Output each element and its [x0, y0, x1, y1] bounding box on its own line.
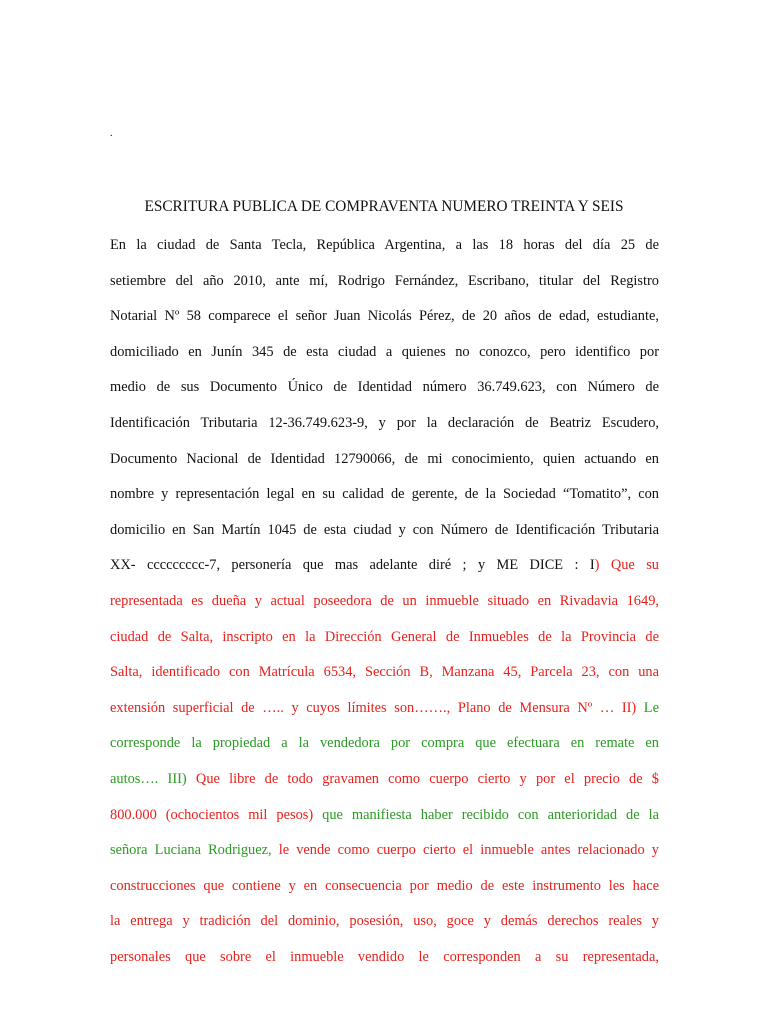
body-line — [110, 264, 659, 300]
body-text: setiembre del año 2010, ante mí, Rodrigo Fernández, Escribano, titular del Registro — [110, 272, 659, 289]
body-text: domiciliado en Junín 345 de esta ciudad a quienes no conozco, pero identifico por — [110, 343, 659, 360]
body-line — [110, 513, 659, 549]
highlighted-text-green: que manifiesta haber recibido con anterioridad de la — [313, 806, 659, 823]
highlighted-text-red: ) Que su — [594, 557, 659, 574]
body-text: Identificación Tributaria 12-36.749.623-9, y por la declaración de Beatriz Escudero, — [110, 414, 659, 431]
body-line — [110, 798, 659, 834]
page-marker: . — [110, 128, 113, 139]
body-text: XX- ccccccccc-7, personería que mas adelante diré ; y ME DICE : I — [110, 557, 595, 574]
body-line — [110, 370, 659, 406]
body-line — [110, 299, 659, 335]
body-text: En la ciudad de Santa Tecla, República Argentina, a las 18 horas del día 25 de — [110, 237, 659, 253]
highlighted-text-red: personales que sobre el inmueble vendido le corresponden a su representada, — [110, 948, 659, 965]
highlighted-text-green: Le — [636, 699, 659, 716]
body-line — [110, 584, 659, 620]
body-text: medio de sus Documento Único de Identidad número 36.749.623, con Número de — [110, 379, 659, 396]
highlighted-text-green: autos…. III) — [110, 770, 187, 787]
body-text: domicilio en San Martín 1045 de esta ciudad y con Número de Identificación Tributaria — [110, 521, 659, 538]
document-body — [110, 228, 659, 975]
document-title: ESCRITURA PUBLICA DE COMPRAVENTA NUMERO TREINTA Y SEIS — [144, 198, 624, 215]
highlighted-text-red: 800.000 (ochocientos mil pesos) — [110, 806, 314, 823]
body-text: nombre y representación legal en su calidad de gerente, de la Sociedad “Tomatito”, con — [110, 486, 659, 503]
body-line — [110, 726, 659, 762]
body-line — [110, 833, 659, 869]
highlighted-text-red: Que libre de todo gravamen como cuerpo cierto y por el precio de $ — [186, 770, 659, 787]
body-line — [110, 228, 659, 264]
body-line — [110, 869, 659, 905]
body-line — [110, 406, 659, 442]
body-line — [110, 442, 659, 478]
body-line — [110, 904, 659, 940]
body-line — [110, 620, 659, 656]
body-line — [110, 335, 659, 371]
body-line — [110, 762, 659, 798]
highlighted-text-red: representada es dueña y actual poseedora de un inmueble situado en Rivadavia 1649, — [110, 592, 659, 609]
body-text: Notarial Nº 58 comparece el señor Juan Nicolás Pérez, de 20 años de edad, estudiante, — [110, 308, 659, 325]
highlighted-text-green: corresponde la propiedad a la vendedora por compra que efectuara en remate en — [110, 735, 659, 752]
body-line — [110, 940, 659, 976]
highlighted-text-red: Salta, identificado con Matrícula 6534, Sección B, Manzana 45, Parcela 23, con una — [110, 664, 659, 681]
highlighted-text-red: le vende como cuerpo cierto el inmueble antes relacionado y — [271, 842, 659, 859]
highlighted-text-red: extensión superficial de ….. y cuyos límites son……., Plano de Mensura Nº … II) — [110, 699, 637, 716]
body-line — [110, 691, 659, 727]
highlighted-text-red: construcciones que contiene y en consecuencia por medio de este instrumento les hace — [110, 877, 659, 894]
body-line — [110, 655, 659, 691]
body-line — [110, 548, 659, 584]
body-text: Documento Nacional de Identidad 12790066, de mi conocimiento, quien actuando en — [110, 450, 659, 467]
highlighted-text-red: la entrega y tradición del dominio, posesión, uso, goce y demás derechos reales y — [110, 913, 659, 930]
body-line — [110, 477, 659, 513]
highlighted-text-green: señora Luciana Rodriguez, — [110, 842, 272, 859]
highlighted-text-red: ciudad de Salta, inscripto en la Dirección General de Inmuebles de la Provincia de — [110, 628, 659, 645]
